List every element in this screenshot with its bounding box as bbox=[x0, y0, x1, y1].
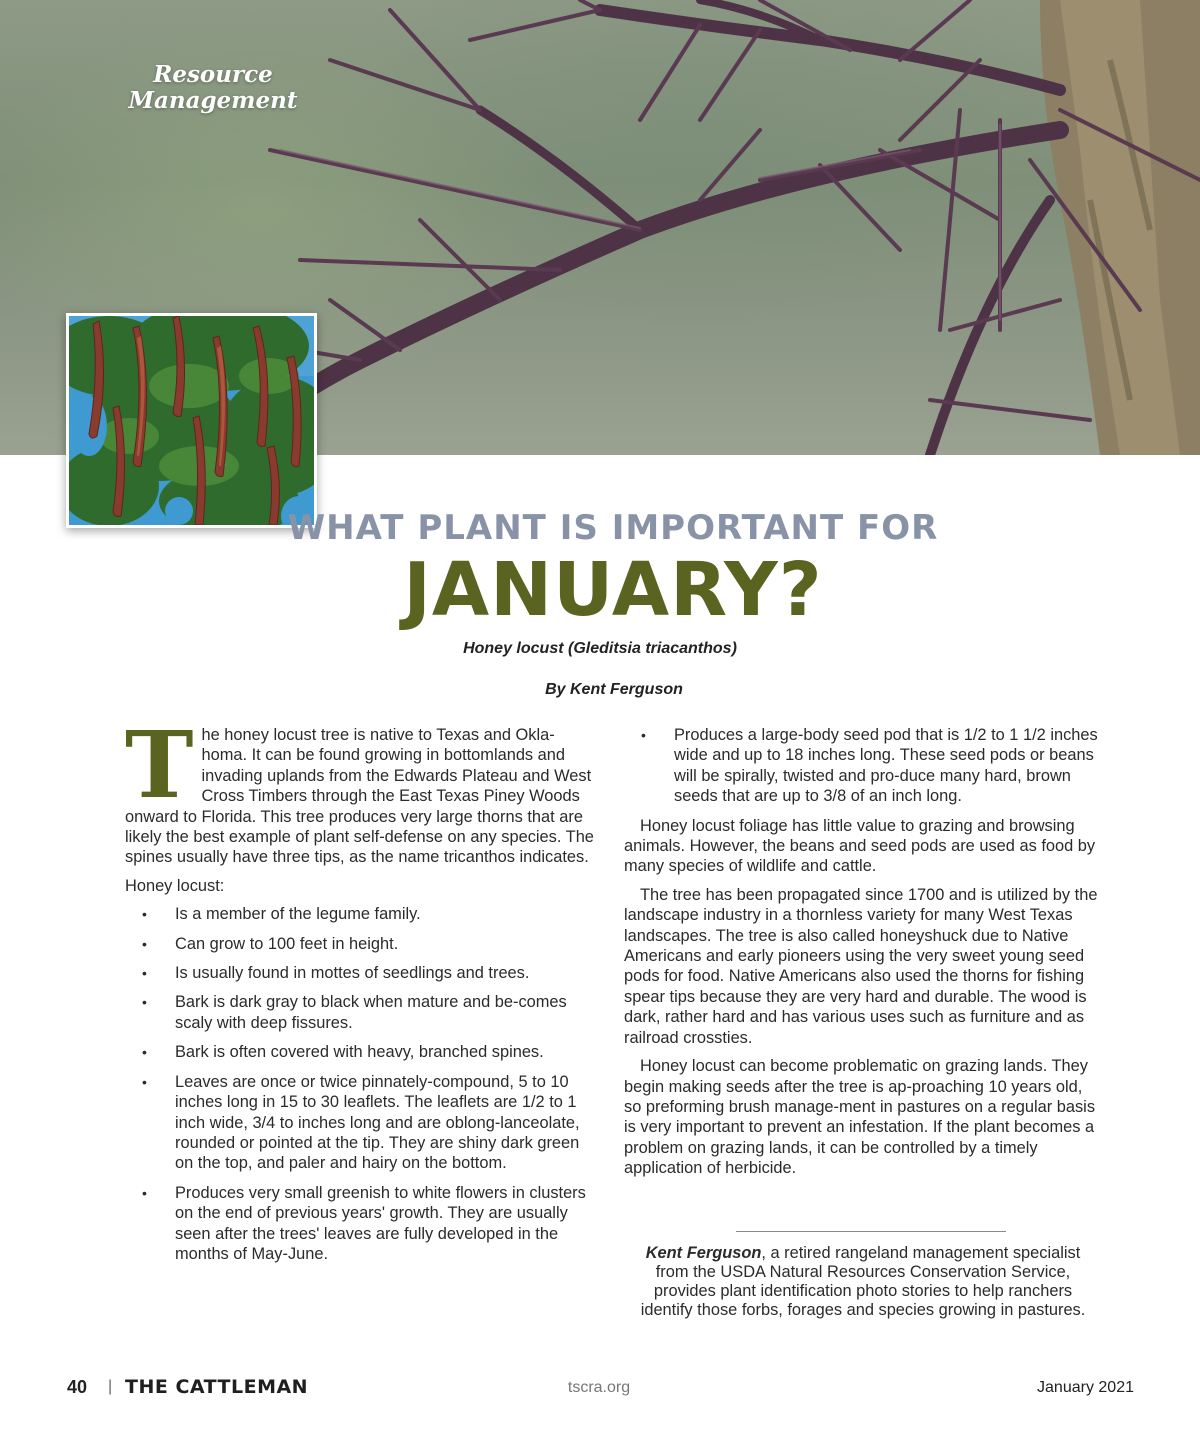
page-number: 40 bbox=[67, 1377, 88, 1397]
list-item: • Is a member of the legume family. bbox=[125, 904, 599, 924]
author-bio bbox=[630, 1244, 1096, 1320]
section-label-line-1: Resource bbox=[153, 61, 273, 88]
byline: By Kent Ferguson bbox=[545, 681, 683, 698]
intro-paragraph bbox=[125, 711, 599, 868]
body-paragraph: Honey locust can become problematic on grazing lands. They begin making seeds after the tree is ap-proaching 10 years old, so preforming brush manage-ment in pastures on a regular basis is very important to prevent an infestation. If the plant becomes a problem on grazing lands, it can be controlled by a timely application of herbicide. bbox=[624, 1057, 1096, 1178]
fact-list-continued bbox=[624, 725, 1100, 807]
page-footer bbox=[0, 1377, 1200, 1401]
seed-pods-illustration bbox=[69, 316, 314, 525]
article-column-right bbox=[624, 725, 1100, 1187]
body-paragraph: The tree has been propagated since 1700 and is utilized by the landscape industry in a thornless variety for many West Texas landscapes. The tree is also called honeyshuck due to Native Americans and early pioneers using the very sweet young seed pods for food. Native Americans also used the thorns for fishing spear tips because they are very hard and durable. The wood is dark, rather hard and has various uses such as furniture and as railroad crossties. bbox=[624, 885, 1098, 1047]
list-item: • Bark is dark gray to black when mature and be-comes scaly with deep fissures. bbox=[125, 992, 599, 1033]
headline-kicker: WHAT PLANT IS IMPORTANT FOR bbox=[287, 508, 939, 548]
list-item: • Can grow to 100 feet in height. bbox=[125, 934, 599, 954]
list-intro: Honey locust: bbox=[125, 876, 225, 895]
body-paragraph: Honey locust foliage has little value to grazing and browsing animals. However, the beans and seed pods are used as food by many species of wildlife and cattle. bbox=[624, 816, 1096, 876]
drop-cap: T bbox=[125, 711, 194, 819]
list-item: • Produces very small greenish to white flowers in clusters on the end of previous years' growth. They are usually seen after the trees' leaves are fully developed in the months of May-June. bbox=[125, 1183, 599, 1265]
list-item: • Leaves are once or twice pinnately-compound, 5 to 10 inches long in 15 to 30 leaflets. The leaflets are 1/2 to 1 inch wide, 3/4 to inches long and are oblong-lanceolate, rounded or pointed at the tip. They are shiny dark green on the top, and paler and hairy on the bottom. bbox=[125, 1072, 599, 1174]
author-name: Kent Ferguson bbox=[645, 1244, 762, 1262]
issue-date: January 2021 bbox=[1037, 1379, 1134, 1396]
section-label bbox=[118, 62, 308, 114]
footer-separator: | bbox=[108, 1378, 113, 1395]
intro-text: he honey locust tree is native to Texas and Okla-homa. It can be found growing in bottomlands and invading uplands from the Edwards Plateau and West Cross Timbers through the East Texas Piney Woods onward to Florida. This tree produces very large thorns that are likely the best example of plant self-defense on any species. The spines usually have three tips, as the name tricanthos indicates. bbox=[125, 726, 594, 867]
plant-subtitle: Honey locust (Gleditsia triacanthos) bbox=[463, 640, 737, 657]
fact-list bbox=[125, 904, 599, 1264]
headline: JANUARY? bbox=[403, 547, 823, 633]
website-link[interactable]: tscra.org bbox=[567, 1379, 631, 1396]
bio-divider bbox=[736, 1231, 1006, 1232]
magazine-name: THE CATTLEMAN bbox=[125, 1376, 309, 1398]
section-label-line-2: Management bbox=[128, 87, 298, 114]
author-bio-text: , a retired rangeland management specialist from the USDA Natural Resources Conservation Service, provides plant identification photo stories to help ranchers identify those forbs, forages and species growing in pastures. bbox=[640, 1244, 1086, 1319]
list-item: • Is usually found in mottes of seedlings and trees. bbox=[125, 963, 599, 983]
list-item: • Bark is often covered with heavy, branched spines. bbox=[125, 1042, 599, 1062]
seed-pod-photo bbox=[66, 313, 317, 528]
article-column-left bbox=[125, 711, 599, 1273]
list-item: • Produces a large-body seed pod that is 1/2 to 1 1/2 inches wide and up to 18 inches long. These seed pods or beans will be spirally, twisted and pro-duce many hard, brown seeds that are up to 3/8 of an inch long. bbox=[624, 725, 1100, 807]
